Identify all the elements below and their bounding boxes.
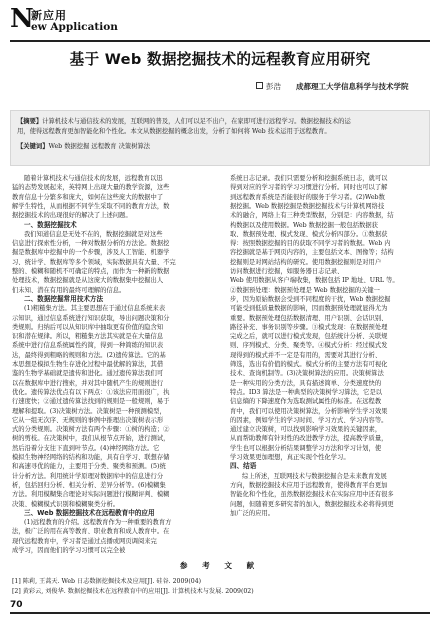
body-text-line: 模拟生物神经网络的结构和功能，具有自学习、联想存储 <box>12 454 170 461</box>
body-text-line: 然后沿着分支往下直到叶节点。(4)神经网络方法。它 <box>12 444 160 452</box>
keywords-label: 【关键词】 <box>17 143 49 150</box>
body-text-line: 我们知道信息是无处不在的，数据挖掘就是对这些 <box>24 230 163 238</box>
body-text-line: 式的分类规则。决策树方法有两个步骤：①树的构造；② <box>12 426 170 434</box>
body-text-line: 综上所述，互联网技术与数据挖掘合是未来教育发展 <box>242 472 387 480</box>
body-text-line: 处理技术，数据挖掘就是从这庞大的数据集中挖掘出人 <box>12 277 164 285</box>
article-title: 基于 Web 数据挖掘技术的远程教育应用研究 <box>69 51 371 68</box>
reference-item: [1] 陈莉, 王蒿天. Web 日志数据挖掘技术及应用[J]. 硅谷. 2009(04) <box>12 578 202 585</box>
body-text-line: 则、序列模式、分类、聚类等。④模式分析：经过模式发 <box>230 342 388 350</box>
body-text-line: 通过建立决策树，可以找到影响学习效果的关键因素， <box>230 426 382 434</box>
abstract-line <box>17 128 331 136</box>
body-text-line: 据挖掘。Web 数据挖掘是数据挖掘技术与计算机网络技 <box>230 202 385 210</box>
body-text-line: 信息熵的下降速度作为选取测试属性的标准。在远程教 <box>230 398 382 406</box>
author-box-icon <box>256 82 263 89</box>
body-text-line: 本思想是模拟生物生存进化过程中最优解的算法，其借 <box>12 361 164 368</box>
body-text-line: 以在数据库中进行搜索，并对其中随机产生的规则进行 <box>12 379 164 387</box>
body-text-line: 方向，数据挖掘技术应用于远程教育，使得教育平台更加 <box>230 481 388 489</box>
abstract-text: 计算机技术与通信技术的发展，互联网的普及，人们可以足不出户，在家即可进行远程学习。数据挖掘技术的运 <box>42 118 351 125</box>
body-text-line: 随着计算机技术与通信技术的发展，远程教育以迅 <box>24 175 163 182</box>
section-heading: 二、数据挖掘常用技术方法 <box>24 294 104 303</box>
body-text-line: 教育信息十分繁多和庞大，如何在这些庞大的数据中了 <box>12 193 164 201</box>
body-text-line: 是一种实用的分类方法，具有描述简单、分类速度快的 <box>230 379 382 387</box>
body-text-line: 得：按照数据挖掘的目的获取不同学习者的数据。Web 内 <box>230 240 391 248</box>
body-text-line: 鉴的生物学基础就是遗传和进化。通过遗传算法我们可 <box>12 370 164 378</box>
abstract-box <box>10 110 430 166</box>
body-text-line: 析，包括回归分析、相关分析、差异分析等。(6)模糊集 <box>12 481 166 489</box>
journal-header <box>10 4 430 40</box>
body-text-line: 筛选，选出有价值的模式。模式分析的主要方法有可视化 <box>230 361 388 368</box>
body-text-line: (1)粗糙集方法。其主要思想在于通过信息系统来表 <box>24 305 166 313</box>
body-text-line: 猛的态势发展起来，英特网上出现大量的教学资源，这些 <box>12 184 170 192</box>
body-text-line: 示知识，通过信息系统进行知识获取，导出问题决策和分 <box>12 314 170 322</box>
body-text-line: 从而帮助教师有针对性的改进教学方法，提高教学质量， <box>230 435 388 443</box>
body-text-line: 习、统计学、数据库等多个领域，实际数据具有大量、不完 <box>12 258 176 266</box>
body-text-line: 智能化和个性化，虽然数据挖掘技术在实际应用中还有很多 <box>230 491 394 499</box>
body-text-line: 取、数据预处理、模式发现、模式分析四部分。①数据获 <box>230 230 388 238</box>
body-text-line: 学习效果更加理想，真正实现个性化学习。 <box>230 454 350 461</box>
page-number: 70 <box>10 600 23 610</box>
body-text-line: 可能受到低质量数据的影响，因而数据预处理就显得尤为 <box>230 305 388 313</box>
footer-rule <box>10 612 430 614</box>
body-text-line: 行速度快；②通过遗传算法找到的规则是一般规则，易于 <box>12 398 170 406</box>
body-text-line: (1)远程教育的介绍。远程教育作为一种重要的教育方 <box>24 519 172 527</box>
body-text-line: 问题，但随着更多研究者的加入，数据挖掘技术必将得到更 <box>230 500 394 508</box>
body-text-line: 访问数据进行挖掘，如服务器日志记录、 <box>230 268 344 275</box>
body-text-line: 解学生特性，从而根据不同学生采取不同的教育方法，数 <box>12 202 170 210</box>
body-text-line: 方法。利用模糊集合理论对实际问题进行模糊评判、模糊 <box>12 491 170 499</box>
body-text-line: 据挖掘技术的出现很好的解决了上述问题。 <box>12 212 132 220</box>
body-text-line: 挖掘则是对网站结构的研究。使用数据挖掘则是对用户 <box>230 258 382 266</box>
body-text-line: 构数据以及使用数据。Web 数据挖掘一般包括数据获 <box>230 221 378 229</box>
section-heading: 三、Web 数据挖掘技术在远程教育中的应用 <box>24 508 155 517</box>
body-text-line: 和高速寻优的能力，主要用于分类、聚类和预测。(5)统 <box>12 463 166 471</box>
section-heading: 一、数据挖掘技术 <box>24 220 77 229</box>
body-text-line: 的因素，例如学生的学习时间、学习方式、学习内容等。 <box>230 416 388 424</box>
body-text-line: 成学习，因而他们的学习习惯可以完全被 <box>12 547 126 554</box>
body-text-line: 学生也可以根据分析结果调整学习方法和学习计划，使 <box>230 444 382 452</box>
body-text-line: 术的融合，网络上有三种类型数据，分别是：内容数据，结 <box>230 212 394 220</box>
body-text-line: 整的、模糊和随机不可确定的特点，而作为一种新的数据 <box>12 268 170 275</box>
keywords-text: Web 数据挖掘 远程教育 决策树算法 <box>48 143 151 150</box>
header-section-en: ew Application <box>31 21 118 33</box>
reference-item: [2] 黄彩云, 刘俊华. 数据挖掘技术在远程教育中的应用[J]. 计算机技术与发展. 2009(02) <box>12 588 254 595</box>
abstract-label: 【摘要】 <box>17 118 43 125</box>
body-text-line: 识和潜在规律。所以，粗糙集方法其实就是在大量信息 <box>12 333 164 341</box>
author-line <box>0 80 440 94</box>
header-rule <box>10 40 430 42</box>
body-text-line: ②数据预处理：数据预处理是 Web 数据挖掘的关键一 <box>230 286 380 294</box>
body-text-line: 到远程教育系统是否能很好的服务于学习者。(2)Web数 <box>230 193 385 201</box>
body-text-line: 决策、模糊模式识别和模糊聚类分析。 <box>12 500 120 508</box>
header-section-cn: 新应用 <box>31 9 67 22</box>
body-text-line: 树的剪枝。在决策树中，我们从根节点开始，进行测试， <box>12 435 170 443</box>
references-title: 参 考 文 献 <box>179 561 261 570</box>
keywords-line <box>17 143 150 151</box>
body-text-line: 掘是数据库中挖掘中的一个步骤，涉及人工智能、机器学 <box>12 249 170 257</box>
body-text-line: 重要。数据预处理包括数据清理、用户识别、会话识别、 <box>230 314 388 322</box>
body-text-line: 现代远程教育中，学习者是通过点播或网页调阅来完 <box>12 537 157 545</box>
body-text-line: 完成之后，就可以进行模式发现，包括统计分析、关联规 <box>230 333 388 341</box>
author-affiliation: 成都理工大学信息科学与技术学院 <box>296 82 409 91</box>
body-text-line: 技术、查询机制等。(3)决策树算法的应用。决策树算法 <box>230 370 384 378</box>
body-text-line: 们未知、潜在有用的最终可理解的信息。 <box>12 286 126 294</box>
body-text-line: 加广泛的应用。 <box>230 509 275 517</box>
body-text-line: 达，最终得到粗略的规则和方法。(2)遗传算法。它的基 <box>12 351 166 359</box>
abstract-text: 用，使得远程教育更加智能化和个性化。本文从数据挖掘的概念出发，分析了如何将 Web 技术运用于远程教育。 <box>17 128 331 135</box>
body-text-line: 步，因为原始数据会受到不同程度的干扰，Web 数据挖掘 <box>230 295 391 303</box>
body-text-line: 信息进行探索性分析，一种对数据分析的方法论。数据挖 <box>12 240 170 248</box>
body-text-line: 现得到的模式并不一定是有用的，需要对其进行分析、 <box>230 351 382 359</box>
body-text-line: 育中，我们可以使用决策树算法，分析影响学生学习效果 <box>230 407 388 415</box>
body-text-line: 法，极广泛的用在高等教育、职业教育和成人教育中。在 <box>12 528 170 536</box>
header-initial-letter: N <box>10 4 34 34</box>
body-text-line: Web 使用数据从客户端收集，数据包括 IP 地址、URL 等。 <box>230 277 399 285</box>
body-text-line: 理解和提取。(3)决策树方法。决策树是一种预测模型， <box>12 407 166 415</box>
body-text-line: 它从一组无次序、无规则的事例中推理出决策树表示形 <box>12 416 164 424</box>
body-text-line: 容挖掘就是基于网页内容的，主要包括文本、图像等；结构 <box>230 249 394 257</box>
author-name: 彭浩 <box>266 82 281 91</box>
body-text-line: 计分析方法。利用统计学原理对数据库中的信息进行分 <box>12 472 164 480</box>
body-text-line: 类规则。归纳后可以从知识库中抽取更有价值的隐含知 <box>12 323 164 331</box>
body-text-line: 系统中进行信息系统属性约简，得到一种简练的知识表 <box>12 342 164 350</box>
body-text-line: 得到对应的学习者的学习习惯进行分析。同时也可以了解 <box>230 184 388 192</box>
body-text-line: 路径补充、事务识别等步骤。③模式发现：在数据预处理 <box>230 323 388 331</box>
body-text-line: 系统日志记录。我们只需要分析和挖掘系统日志，就可以 <box>230 175 388 182</box>
body-text-line: 优化。遗传算法优点有以下两点：①该法应用面很广，执 <box>12 388 170 396</box>
body-text-line: 特点。ID3 算法是一种典型的决策树学习算法，它是以 <box>230 388 383 396</box>
section-heading: 四、结语 <box>230 462 257 471</box>
abstract-line <box>17 118 351 126</box>
